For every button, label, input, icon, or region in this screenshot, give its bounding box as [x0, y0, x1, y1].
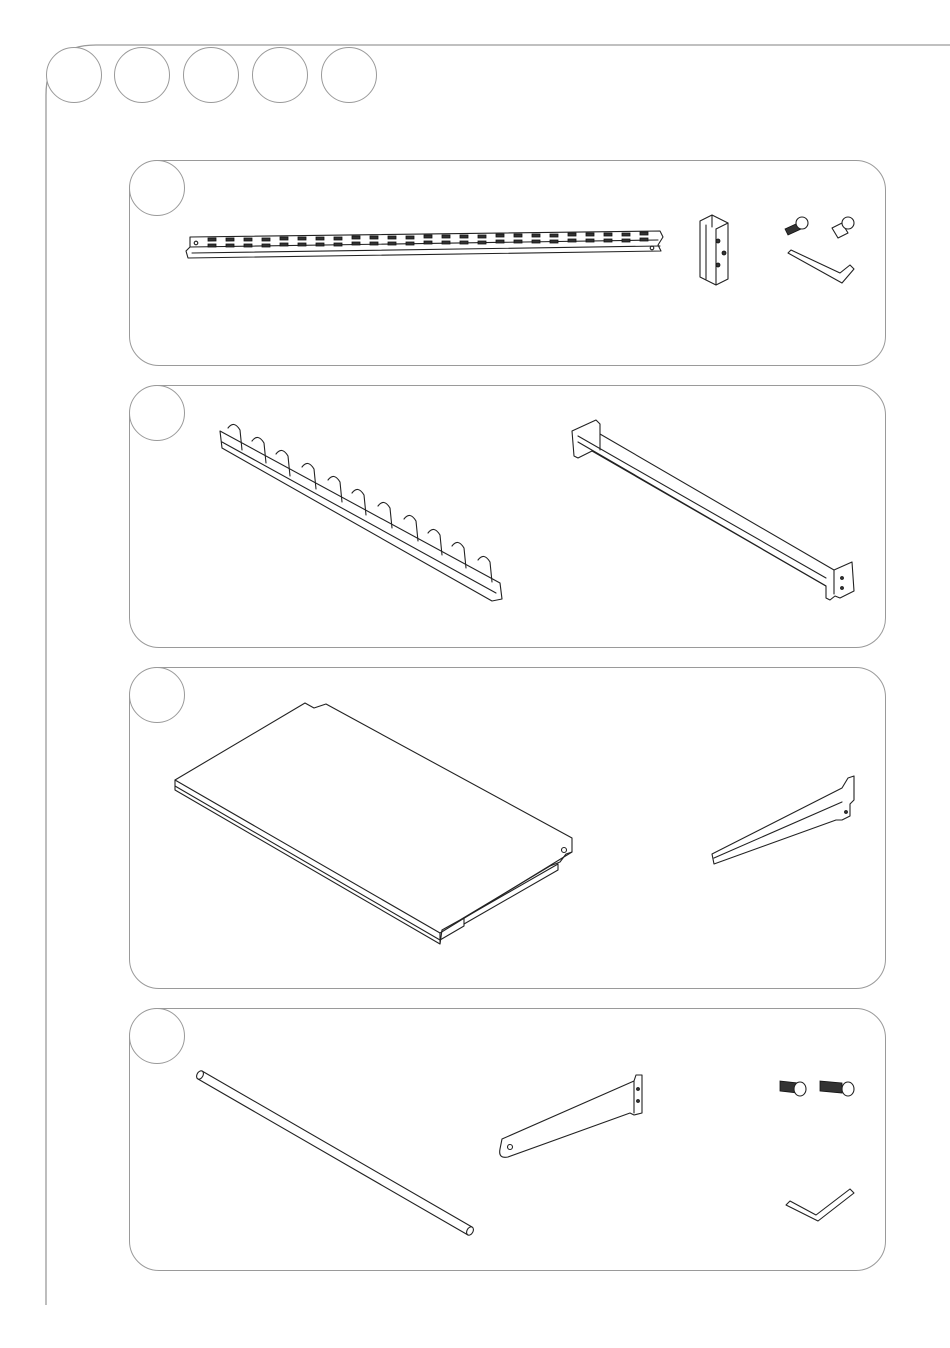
panel-2-parts — [130, 386, 887, 649]
hanger-bar-icon — [220, 424, 502, 601]
rod-icon — [195, 1070, 475, 1237]
screws-icon — [785, 217, 854, 238]
panel-2 — [129, 385, 886, 648]
panel-3-parts — [130, 668, 887, 990]
step-circle-4 — [252, 47, 308, 103]
panel-1-parts — [130, 161, 887, 367]
rail-connector-icon — [700, 215, 728, 285]
panel-4 — [129, 1008, 886, 1271]
shelf-bracket-icon — [712, 776, 854, 864]
hex-key-icon — [786, 1189, 854, 1221]
panel-1 — [129, 160, 886, 366]
panel-4-parts — [130, 1009, 887, 1272]
hex-key-icon — [788, 250, 854, 283]
shelf-icon — [175, 703, 572, 944]
hanging-rail-icon — [572, 420, 854, 600]
step-circle-3 — [183, 47, 239, 103]
panel-3 — [129, 667, 886, 989]
step-circle-2 — [114, 47, 170, 103]
rod-bracket-icon — [500, 1075, 642, 1157]
step-circle-5 — [321, 47, 377, 103]
step-circle-1 — [46, 47, 102, 103]
screws-icon — [780, 1081, 854, 1096]
wall-rail-icon — [186, 231, 663, 258]
